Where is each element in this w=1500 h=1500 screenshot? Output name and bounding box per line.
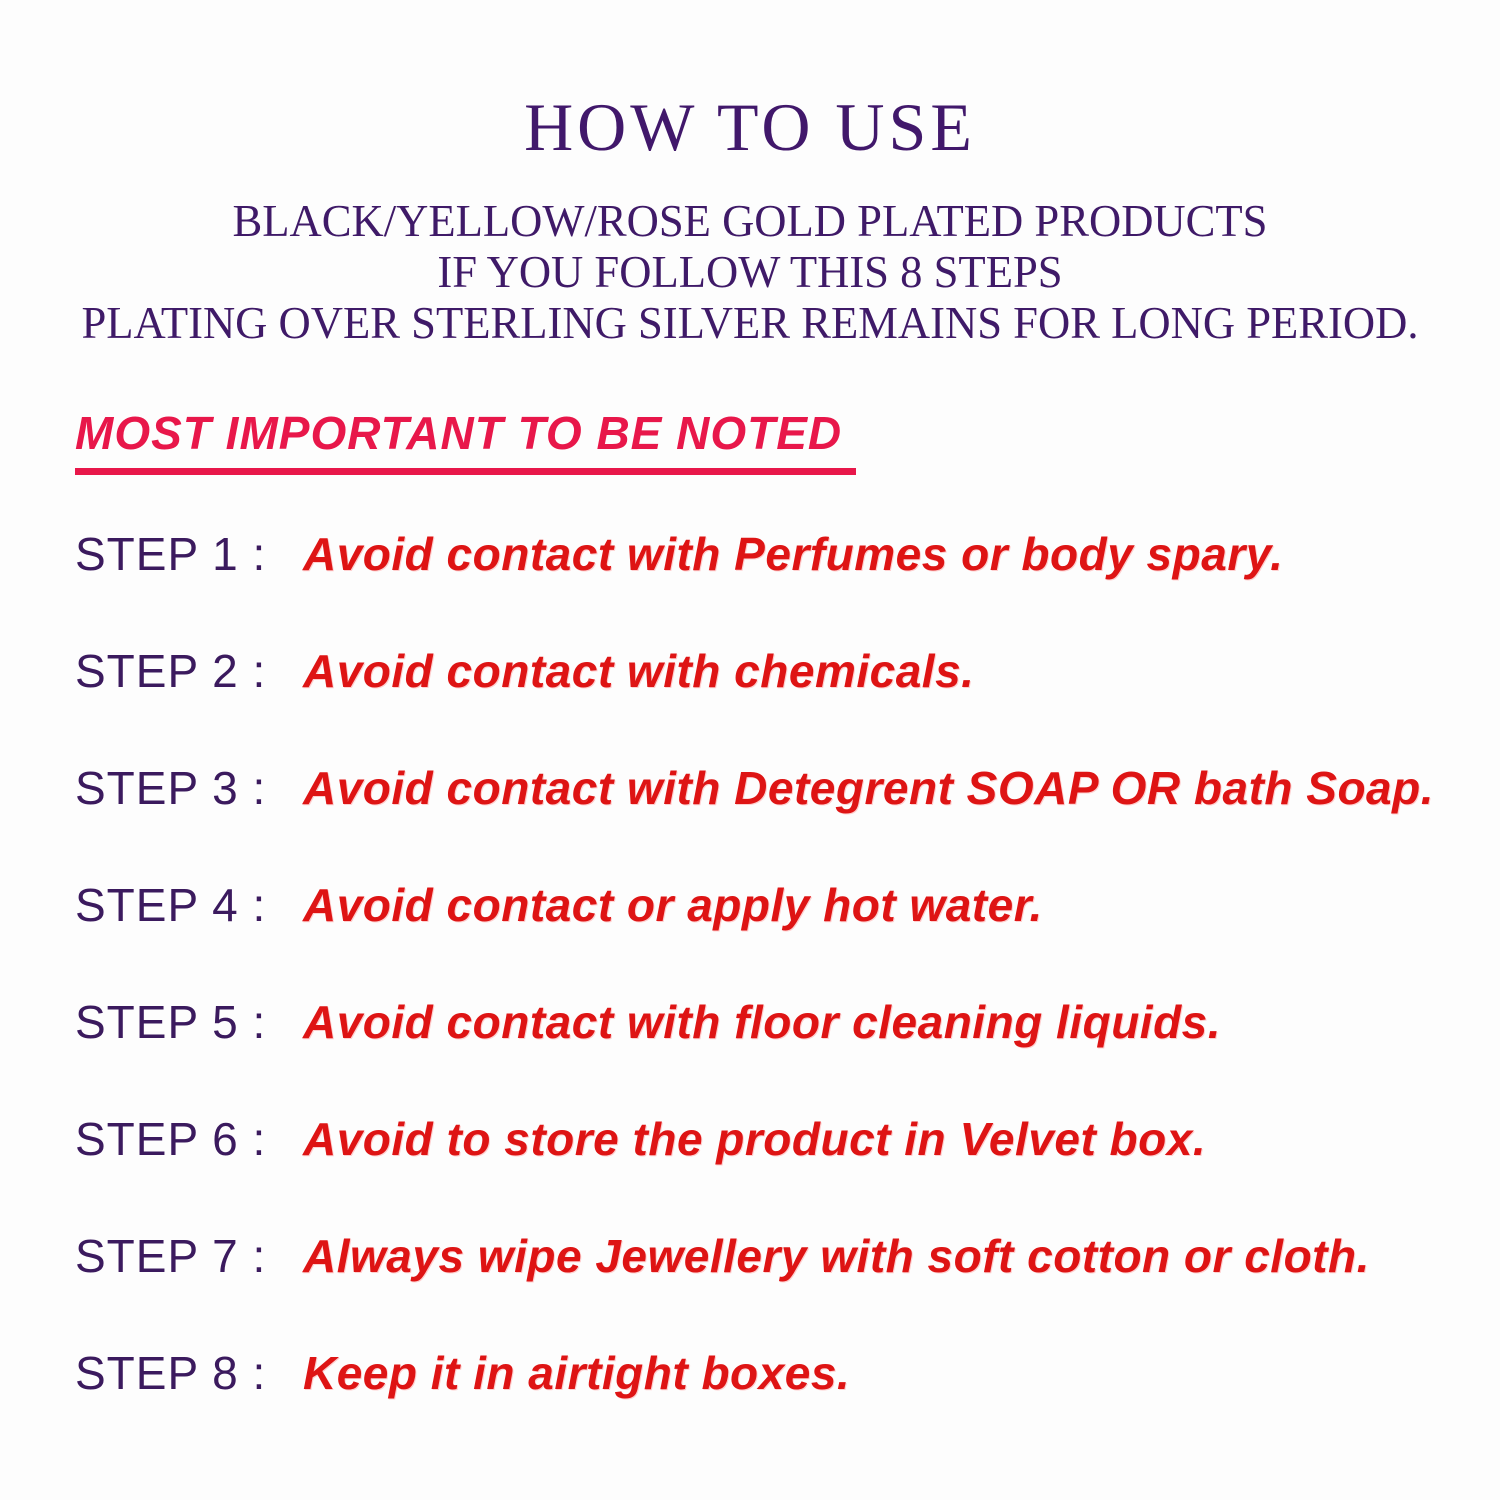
- step-text: Always wipe Jewellery with soft cotton or cloth.: [303, 1230, 1370, 1282]
- step-text: Avoid contact with floor cleaning liquids.: [303, 996, 1222, 1048]
- step-label: STEP 3 :: [75, 762, 267, 814]
- step-text: Keep it in airtight boxes.: [303, 1347, 851, 1399]
- step-row-5: [75, 995, 1500, 1049]
- step-row-8: [75, 1346, 1500, 1400]
- step-label: STEP 7 :: [75, 1230, 267, 1282]
- step-text: Avoid to store the product in Velvet box.: [303, 1113, 1207, 1165]
- step-label: STEP 6 :: [75, 1113, 267, 1165]
- page-title: HOW TO USE: [524, 89, 976, 165]
- step-label: STEP 5 :: [75, 996, 267, 1048]
- header: [0, 0, 1500, 348]
- step-row-6: [75, 1112, 1500, 1166]
- step-text: Avoid contact with Detegrent SOAP OR bath Soap.: [303, 762, 1435, 814]
- step-text: Avoid contact with Perfumes or body spary.: [303, 528, 1284, 580]
- step-label: STEP 4 :: [75, 879, 267, 931]
- step-label: STEP 1 :: [75, 528, 267, 580]
- step-label: STEP 8 :: [75, 1347, 267, 1399]
- steps-list: [75, 527, 1500, 1400]
- subtitle-block: [23, 195, 1478, 348]
- step-text: Avoid contact with chemicals.: [303, 645, 975, 697]
- step-row-2: [75, 644, 1500, 698]
- step-row-3: [75, 761, 1500, 815]
- important-heading: MOST IMPORTANT TO BE NOTED: [75, 406, 856, 475]
- important-note-section: [75, 406, 1500, 475]
- step-row-7: [75, 1229, 1500, 1283]
- step-row-1: [75, 527, 1500, 581]
- subtitle-line-3: PLATING OVER STERLING SILVER REMAINS FOR LONG PERIOD.: [81, 297, 1419, 348]
- step-text: Avoid contact or apply hot water.: [303, 879, 1043, 931]
- step-row-4: [75, 878, 1500, 932]
- subtitle-line-2: IF YOU FOLLOW THIS 8 STEPS: [437, 246, 1063, 297]
- step-label: STEP 2 :: [75, 645, 267, 697]
- subtitle-line-1: BLACK/YELLOW/ROSE GOLD PLATED PRODUCTS: [232, 195, 1268, 246]
